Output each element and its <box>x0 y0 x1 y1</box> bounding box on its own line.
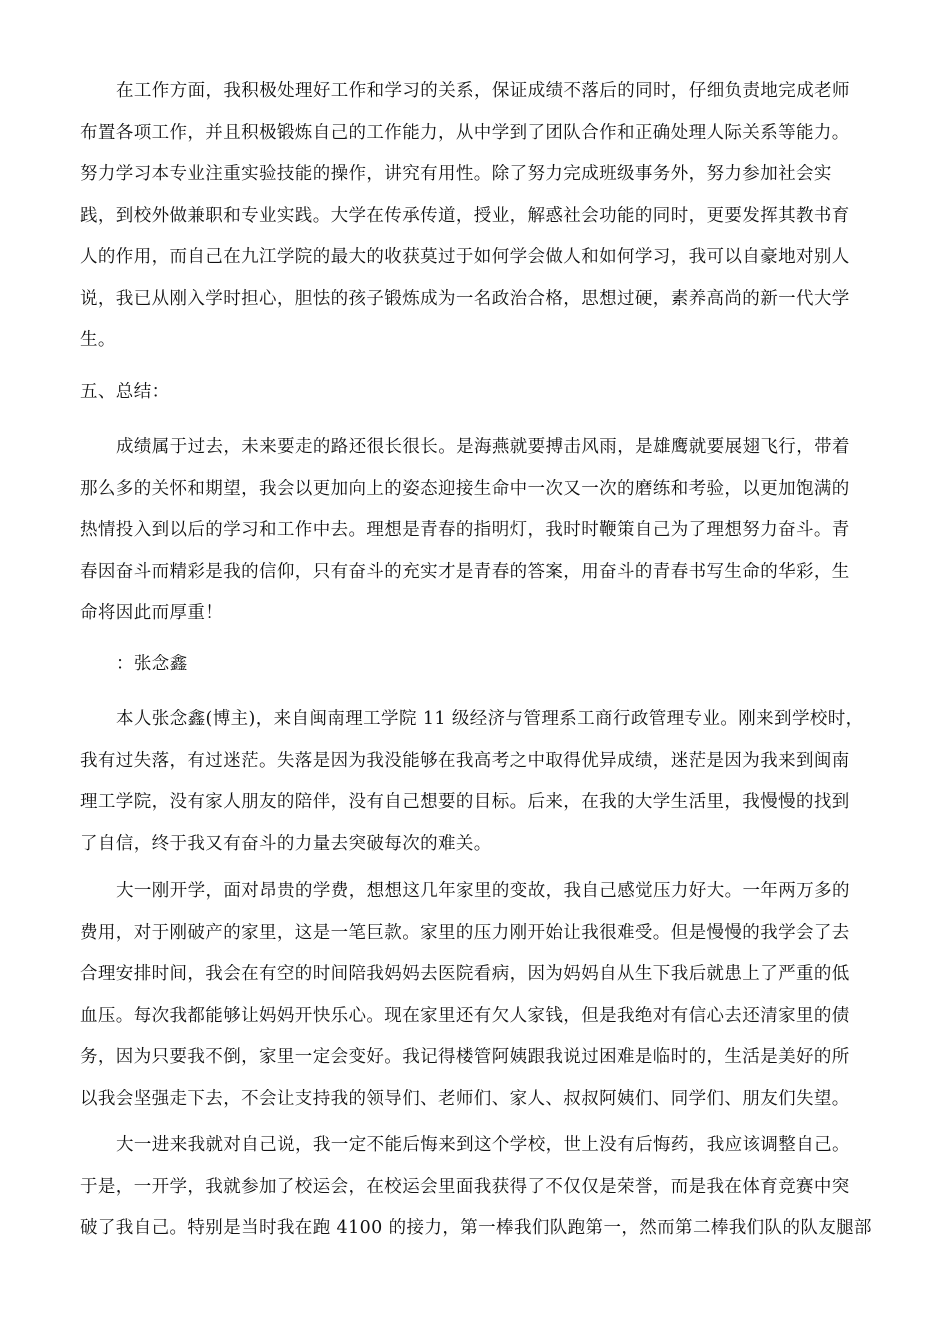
text-line: 理工学院，没有家人朋友的陪伴，没有自己想要的目标。后来，在我的大学生活里，我慢慢的找到 <box>80 792 850 812</box>
text-line: 布置各项工作，并且积极锻炼自己的工作能力，从中学到了团队合作和正确处理人际关系等能力。 <box>80 122 850 143</box>
text-line: 说，我已从刚入学时担心，胆怯的孩子锻炼成为一名政治合格，思想过硬，素养高尚的新一代大学 <box>80 288 850 309</box>
text-line: 命将因此而厚重！ <box>80 603 224 623</box>
text-line: 生。 <box>80 330 116 350</box>
text-line: 大一进来我就对自己说，我一定不能后悔来到这个学校，世上没有后悔药，我应该调整自己。 <box>116 1135 850 1155</box>
text-line: 春因奋斗而精彩是我的信仰，只有奋斗的充实才是青春的答案，用奋斗的青春书写生命的华彩，生 <box>80 561 850 582</box>
text-line: 本人张念鑫(博主)，来自闽南理工学院 11 级经济与管理系工商行政管理专业。刚来到学校时， <box>116 709 864 729</box>
paragraph-summary <box>80 427 880 635</box>
text-line: 了自信，终于我又有奋斗的力量去突破每次的难关。 <box>80 833 492 854</box>
text-line: 那么多的关怀和期望，我会以更加向上的姿态迎接生命中一次又一次的磨练和考验，以更加饱满的 <box>80 478 850 499</box>
paragraph-freshman <box>80 871 880 1120</box>
text-line: 合理安排时间，我会在有空的时间陪我妈妈去医院看病，因为妈妈自从生下我后就患上了严重的低 <box>80 964 850 984</box>
paragraph-sports <box>80 1125 880 1250</box>
text-line: 我有过失落，有过迷茫。失落是因为我没能够在我高考之中取得优异成绩，迷茫是因为我来到闽南 <box>80 750 850 771</box>
text-line: 大一刚开学，面对昂贵的学费，想想这几年家里的变故，我自己感觉压力好大。一年两万多的 <box>116 881 850 901</box>
text-line: 务，因为只要我不倒，家里一定会变好。我记得楼管阿姨跟我说过困难是临时的，生活是美好的所 <box>80 1047 850 1067</box>
text-line: 人的作用，而自己在九江学院的最大的收获莫过于如何学会做人和如何学习，我可以自豪地对别人 <box>80 247 850 267</box>
text-line: 成绩属于过去，未来要走的路还很长很长。是海燕就要搏击风雨，是雄鹰就要展翅飞行，带着 <box>116 437 850 457</box>
text-line: 在工作方面，我积极处理好工作和学习的关系，保证成绩不落后的同时，仔细负责地完成老师 <box>116 81 850 101</box>
text-line: 以我会坚强走下去，不会让支持我的领导们、老师们、家人、叔叔阿姨们、同学们、朋友们失望。 <box>80 1088 850 1109</box>
text-line: 于是，一开学，我就参加了校运会，在校运会里面我获得了不仅仅是荣誉，而是我在体育竞赛中突 <box>80 1176 850 1197</box>
text-line: 践，到校外做兼职和专业实践。大学在传承传道，授业，解惑社会功能的同时，更要发挥其教书育 <box>80 205 850 226</box>
section-heading: 五、总结： <box>80 382 170 402</box>
text-line: 努力学习本专业注重实验技能的操作，讲究有用性。除了努力完成班级事务外，努力参加社会实 <box>80 164 832 184</box>
text-line: 费用，对于刚破产的家里，这是一笔巨款。家里的压力刚开始让我很难受。但是慢慢的我学会了去 <box>80 922 850 943</box>
text-line: 热情投入到以后的学习和工作中去。理想是青春的指明灯，我时时鞭策自己为了理想努力奋斗。青 <box>80 520 850 540</box>
paragraph-intro <box>80 699 880 865</box>
text-line: 血压。每次我都能够让妈妈开快乐心。现在家里还有欠人家钱，但是我绝对有信心去还清家里的债 <box>80 1005 850 1026</box>
author-signature: ：张念鑫 <box>116 654 188 674</box>
text-line: 破了我自己。特别是当时我在跑 4100 的接力，第一棒我们队跑第一，然而第二棒我们队的队友腿部 <box>80 1218 872 1238</box>
paragraph-work <box>80 71 880 362</box>
